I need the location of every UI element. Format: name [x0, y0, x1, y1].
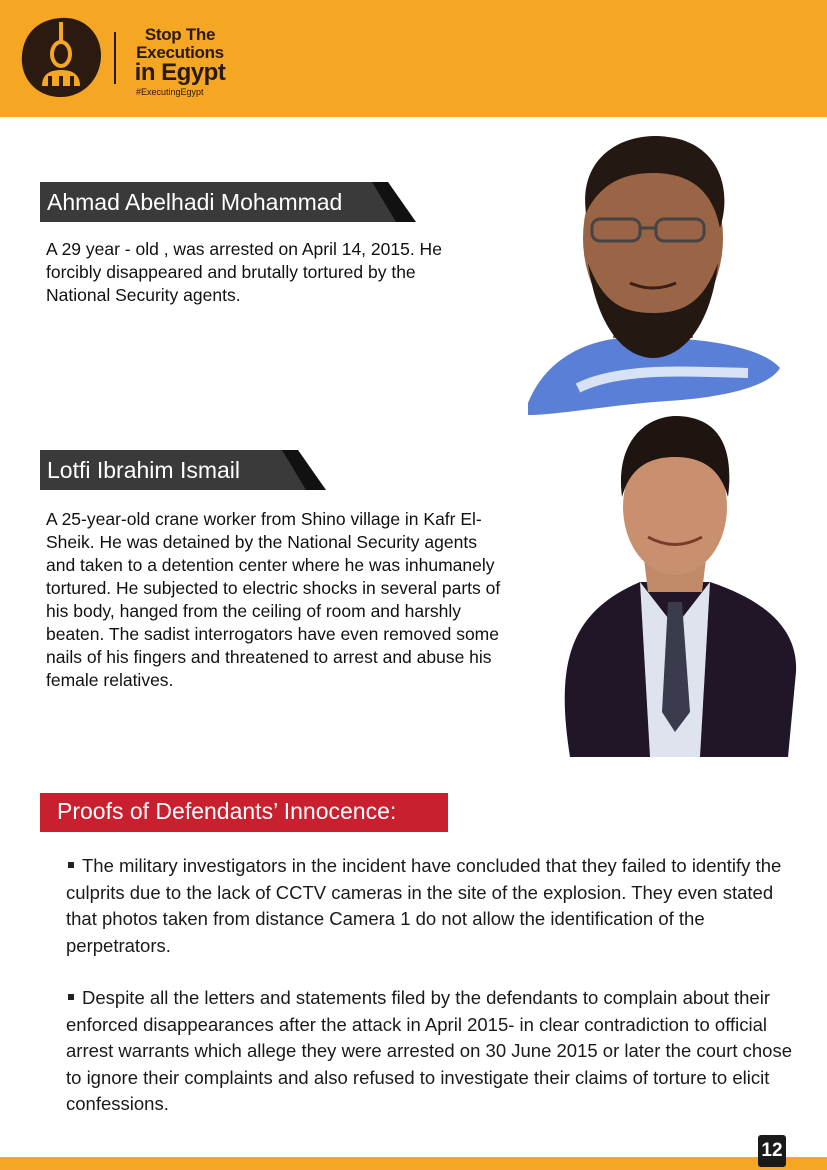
page-header: [0, 0, 827, 117]
proof-text: The military investigators in the incident have concluded that they failed to identify the culprits due to the lack of CCTV cameras in the site of the explosion. They even stated that photos taken from distance Camera 1 do not allow the identification of the perpetrators.: [66, 855, 782, 956]
page-number: 12: [758, 1135, 786, 1167]
bullet-icon: [68, 994, 74, 1000]
logo-wordmark: [124, 26, 236, 99]
proofs-title: Proofs of Defendants’ Innocence:: [57, 798, 397, 824]
portrait-illustration-icon: [518, 133, 788, 418]
noose-logo-icon: [18, 14, 104, 100]
logo-divider: [114, 32, 116, 84]
footer-bar: [0, 1157, 827, 1170]
profile-bio: A 25-year-old crane worker from Shino village in Kafr El-Sheik. He was detained by the National Security agents and taken to a detention center where he was inhumanely tortured. He subjected to electric shocks in several parts of his body, hanged from the ceiling of room and harshly beaten. The sadist interrogators have even removed some nails of his fingers and threatened to arrest and abuse his female relatives.: [46, 509, 501, 690]
logo-line-3: in Egypt: [134, 59, 226, 86]
profile-name-banner: [40, 450, 326, 490]
logo-line-1: Stop The: [144, 25, 216, 44]
proof-item: [66, 985, 796, 1118]
proof-item: [66, 853, 796, 959]
logo-hashtag: #ExecutingEgypt: [136, 87, 204, 97]
profile-bio: A 29 year - old , was arrested on April 14, 2015. He forcibly disappeared and brutally tortured by the National Security agents.: [46, 239, 442, 305]
bullet-icon: [68, 862, 74, 868]
profile-name: Lotfi Ibrahim Ismail: [47, 457, 241, 483]
logo-line-2: Executions: [136, 43, 224, 62]
profile-name: Ahmad Abelhadi Mohammad: [47, 189, 343, 215]
proofs-section-banner: [40, 793, 448, 832]
portrait-illustration-icon: [550, 412, 800, 760]
profile-name-banner: [40, 182, 416, 222]
proof-text: Despite all the letters and statements filed by the defendants to complain about their enforced disappearances after the attack in April 2015- in clear contradiction to official arrest warrants which allege they were arrested on 30 June 2015 or later the court chose to ignore their complaints and also refused to investigate their claims of torture to elicit confessions.: [66, 987, 793, 1114]
